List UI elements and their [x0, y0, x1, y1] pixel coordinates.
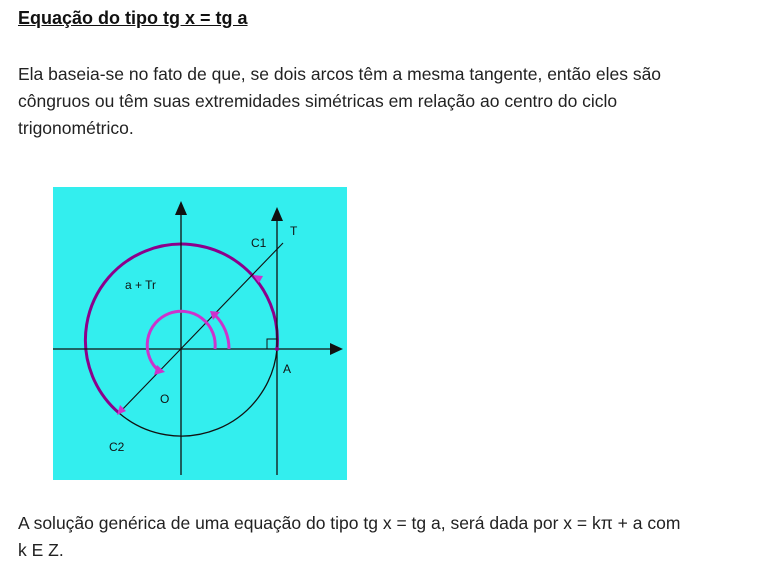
intro-line: trigonométrico.	[18, 118, 134, 138]
conclusion-line: A solução genérica de uma equação do tipo tg x = tg a, será dada por x = kπ + a com	[18, 513, 681, 533]
point-a-marker	[275, 347, 279, 351]
intro-line: côngruos ou têm suas extremidades simétricas em relação ao centro do ciclo	[18, 91, 618, 111]
intro-line: Ela baseia-se no fato de que, se dois arcos têm a mesma tangente, então eles são	[18, 64, 662, 84]
figure-background	[53, 187, 347, 480]
trig-circle-figure	[53, 187, 347, 480]
conclusion-line: k E Z.	[18, 540, 64, 560]
label-origin: O	[160, 392, 170, 406]
label-c1: C1	[251, 236, 267, 250]
label-t: T	[290, 224, 298, 238]
label-c2: C2	[109, 440, 125, 454]
page-title: Equação do tipo tg x = tg a	[18, 8, 248, 28]
intro-paragraph	[18, 61, 758, 142]
label-a: A	[283, 362, 292, 376]
label-arc: a + Tr	[125, 278, 157, 292]
conclusion-paragraph	[18, 510, 758, 564]
